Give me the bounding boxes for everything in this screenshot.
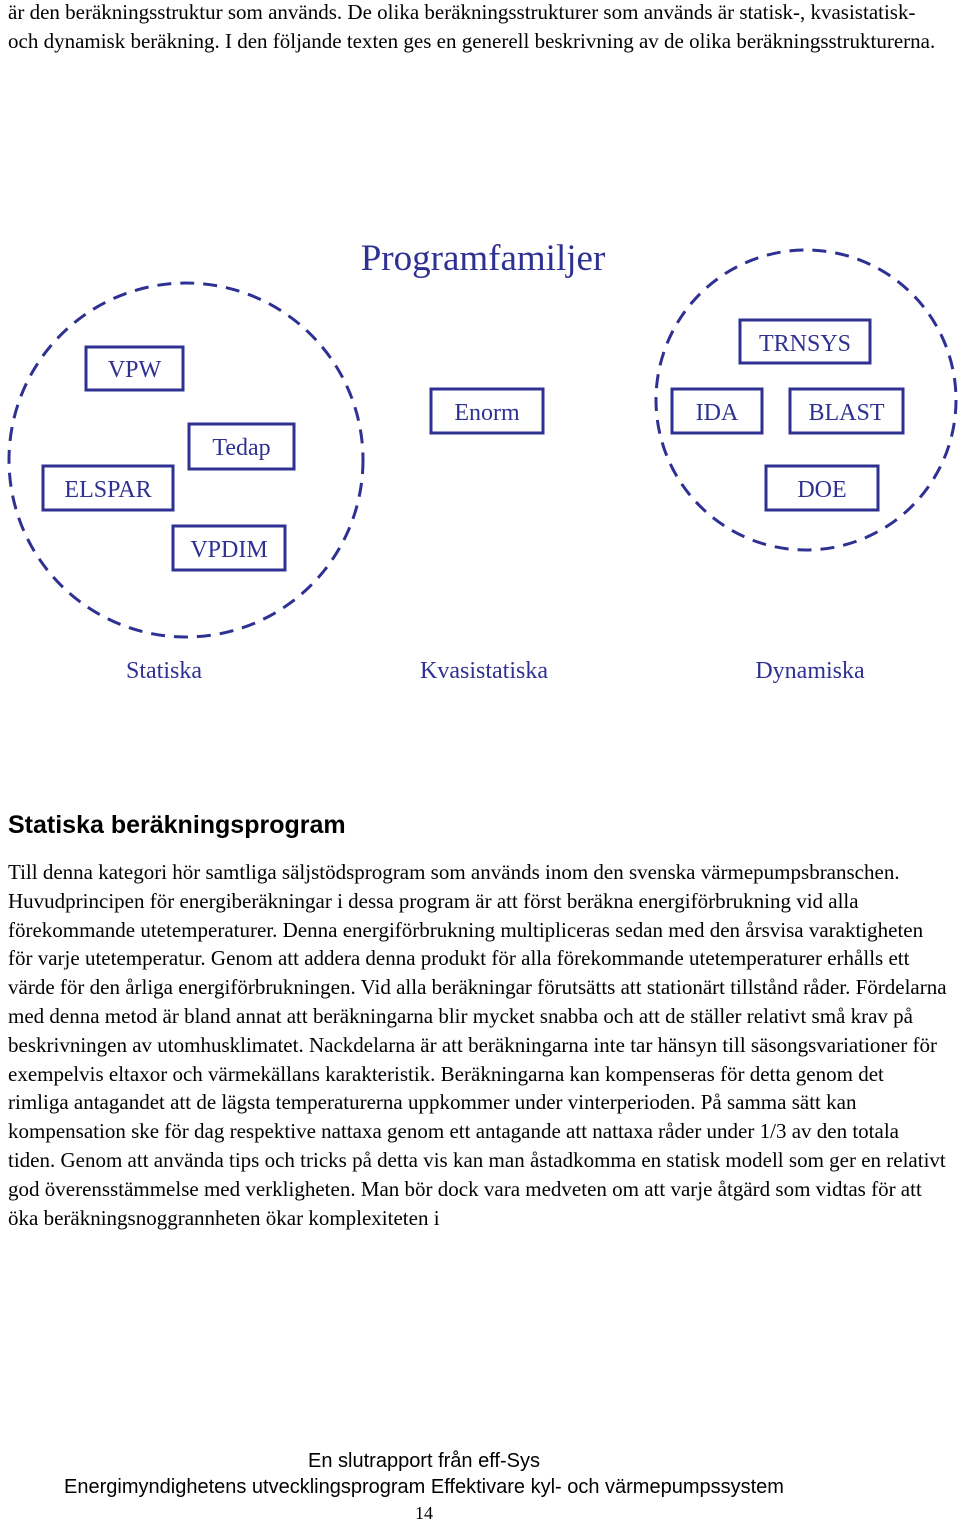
static-group-circle <box>9 283 363 637</box>
program-label: VPDIM <box>190 537 268 563</box>
program-box-enorm <box>431 389 543 433</box>
section-body: Till denna kategori hör samtliga säljstödsprogram som används inom den svenska värmepumpsbranschen. Huvudprincipen för energiberäkningar i dessa program är att först beräkna energiförbrukning vid alla förekommande utetemperaturer. Denna energiförbrukning multipliceras sedan med den årsvisa varaktigheten för varje utetemperatur. Genom att addera denna produkt för alla förekommande utetemperaturer erhålls ett värde för den årliga energiförbrukningen. Vid alla beräkningar förutsätts att stationärt tillstånd råder. Fördelarna med denna metod är bland annat att beräkningarna blir mycket snabba och att de ställer relativt små krav på beskrivningen av utomhusklimatet. Nackdelarna är att beräkningarna inte tar hänsyn till säsongsvariationer för exempelvis eltaxor och värmekällans karakteristik. Beräkningarna kan kompenseras för detta genom det rimliga antagandet att de lägsta temperaturerna uppkommer under vinterperioden. På samma sätt kan kompensation ske för dag respektive nattaxa genom ett antagande att nattaxa råder under 1/3 av den totala tiden. Genom att använda tips och tricks på detta vis kan man åstadkomma en statisk modell som ger en relativt god överensstämmelse med verkligheten. Man bör dock vara medveten om att varje åtgärd som vidtas för att öka beräkningsnoggrannheten ökar komplexiteten i <box>8 860 947 1230</box>
program-label: BLAST <box>808 400 885 426</box>
program-label: ELSPAR <box>64 477 152 503</box>
diagram-title: Programfamiljer <box>360 238 606 279</box>
program-box-vpw <box>86 347 183 390</box>
intro-paragraph: är den beräkningsstruktur som används. De olika beräkningsstrukturer som används är statisk-, kvasistatisk- och dynamisk beräkning. I den följande texten ges en generell beskrivning av de olika beräkningsstrukturerna. <box>8 0 936 53</box>
footer-report-title: En slutrapport från eff-Sys <box>308 1450 540 1472</box>
section-heading: Statiska beräkningsprogram <box>8 811 346 839</box>
category-label-dynamic: Dynamiska <box>755 658 865 684</box>
program-label: Tedap <box>212 435 271 461</box>
program-box-elspar <box>43 466 173 510</box>
program-box-ida <box>672 389 762 433</box>
program-families-diagram <box>0 225 960 695</box>
program-box-trnsys <box>740 320 870 363</box>
program-label: TRNSYS <box>758 331 852 357</box>
program-label: VPW <box>107 357 162 383</box>
category-label-quasistatic: Kvasistatiska <box>420 658 548 684</box>
category-label-static: Statiska <box>126 658 202 684</box>
program-box-tedap <box>189 424 294 469</box>
program-box-vpdim <box>173 526 285 570</box>
program-label: DOE <box>797 477 847 503</box>
page-number: 14 <box>415 1503 433 1523</box>
footer-program-name: Energimyndighetens utvecklingsprogram Effektivare kyl- och värmepumpssystem <box>64 1476 784 1498</box>
program-box-doe <box>766 466 878 510</box>
program-label: IDA <box>695 400 739 426</box>
program-box-blast <box>790 389 903 433</box>
program-label: Enorm <box>454 400 520 426</box>
